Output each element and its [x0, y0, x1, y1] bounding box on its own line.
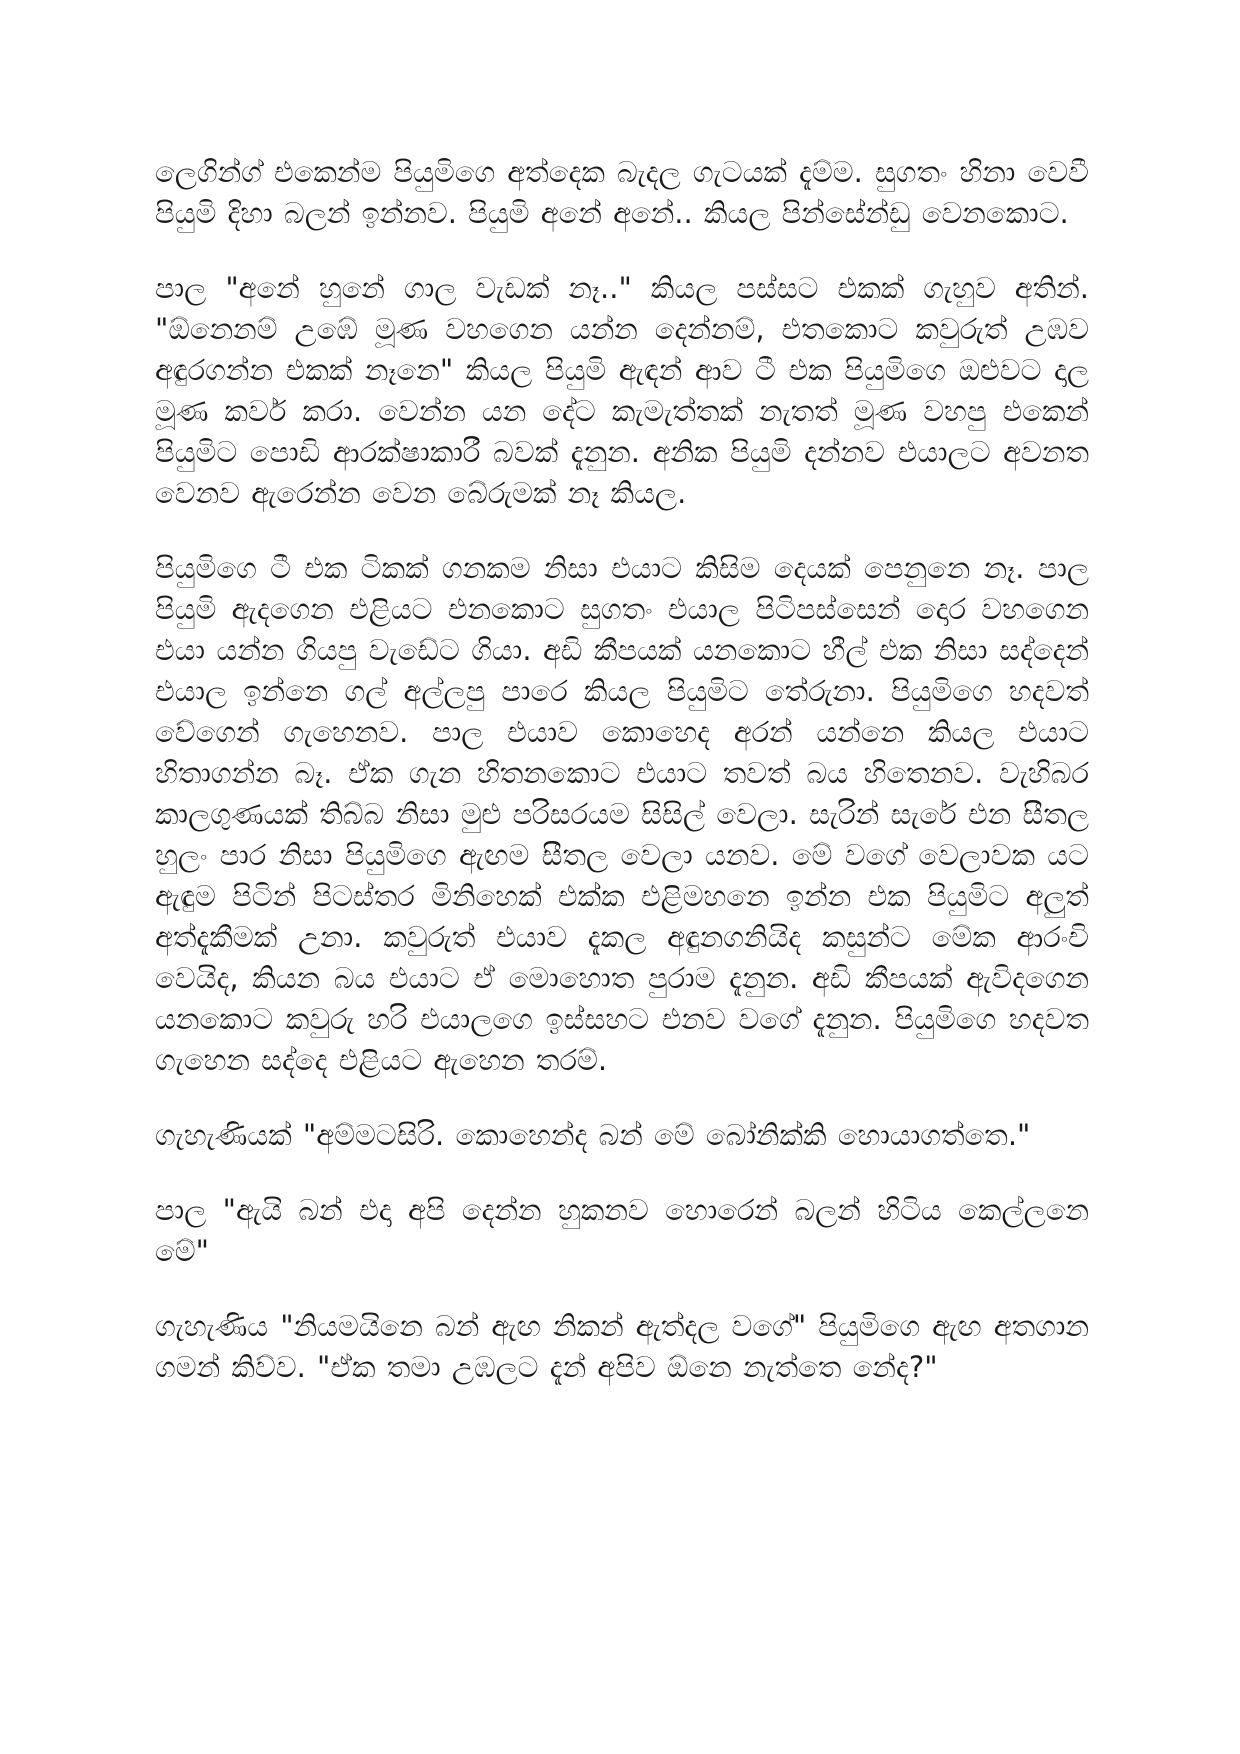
paragraph-3: පියුමිගෙ ටී එක ටිකක් ගනකම නිසා එයාට කිසිම දෙයක් පෙනුනෙ නෑ. පාල පියුමි ඇදගෙන එළියට එනකොට සුගතං එයාල පිටිපස්සෙන් දොර වහගෙන එයා යන්න ගියපු වැඩේට ගියා. අඩි කීපයක් යනකොට හීල් එක නිසා සද්දෙන් එයාල ඉන්නෙ ගල් අල්ලපු පාරෙ කියල පියුමිට තේරුනා. පියුමිගෙ හදවත් වේගෙන් ගැහෙනව. පාල එයාව කොහෙද අරන් යන්නෙ කියල එයාට හිතාගන්න බෑ. ඒක ගැන හිතනකොට එයාට තවත් බය හිතෙනව. වැහිබර කාලගුණයක් තිබ්බ නිසා මුළු පරිසරයම සිසිල් වෙලා. සැරින් සැරේ එන සීතල හුලං පාර නිසා පියුමිගෙ ඇඟම සීතල වෙලා යනව. මේ වගේ වෙලාවක යට ඇඳුම පිටින් පිටස්තර මිනිහෙක් එක්ක එළිමහනෙ ඉන්න එක පියුමිට අලුත් අත්දැකීමක් උනා. කවුරුත් එයාව දැකල අඳුනගනියිද කසුන්ට මේක ආරංචි වෙයිද, කියන බය එයාට ඒ මොහොත පුරාම දැනුන. අඩි කීපයක් ඇවිදගෙන යනකොට කවුරු හරි එයාලගෙ ඉස්සහට එනව වගේ දැනුන. පියුමිගෙ හදවත ගැහෙන සද්දෙ එළියට ඇහෙන තරම්.: [155, 551, 1089, 1077]
paragraph-5: පාල "ඇයි බන් එදා අපි දෙන්න හුකනව හොරෙන් බලන් හිටිය කෙල්ලනෙ මේ": [155, 1193, 1089, 1268]
paragraph-4: ගැහැණියක් "අම්මටසිරි. කොහෙන්ද බන් මේ බෝනික්කි හොයාගත්තෙ.": [155, 1118, 1031, 1152]
paragraph-2: පාල "අනේ හුනේ ගාල වැඩක් නෑ.." කියල පස්සට එකක් ගැහුව අතින්. "ඕනෙනම් උඹේ මූණ වහගෙන යන්න දෙන්නම්, එතකොට කවුරුත් උඹව අඳුරගන්න එකක් නෑනෙ" කියල පියුමි ඇඳන් ආව ටී එක පියුමිගෙ ඔළුවට දාල මූණ කවර් කරා. වෙන්න යන දේට කැමැත්තක් නැතත් මූණ වහපු එකෙන් පියුමිට පොඩි ආරක්ෂාකාරී බවක් දැනුන. අනික පියුමි දන්නව එයාලට අවනත වෙනව ඇරෙන්න වෙන බේරුමක් නෑ කියල.: [155, 271, 1089, 510]
story-text-body: [155, 152, 1089, 1422]
paragraph-1: ලෙගින්ග් එකෙන්ම පියුමිගෙ අත්දෙක බැදල ගැටයක් දැම්ම. සුගතං හිනා වෙවී පියුමි දිහා බලන් ඉන්නව. පියුමි අනේ අනේ.. කියල පින්සේන්ඩු වෙනකොට.: [155, 155, 1089, 230]
paragraph-6: ගැහැණිය "නියමයිනෙ බන් ඇඟ නිකන් ඇත්දල වගේ" පියුමිගෙ ඇඟ අතගාන ගමන් කිව්ව. "ඒක තමා උඹලට දැන් අපිව ඕනෙ නැත්තෙ නේද?": [155, 1309, 1089, 1384]
